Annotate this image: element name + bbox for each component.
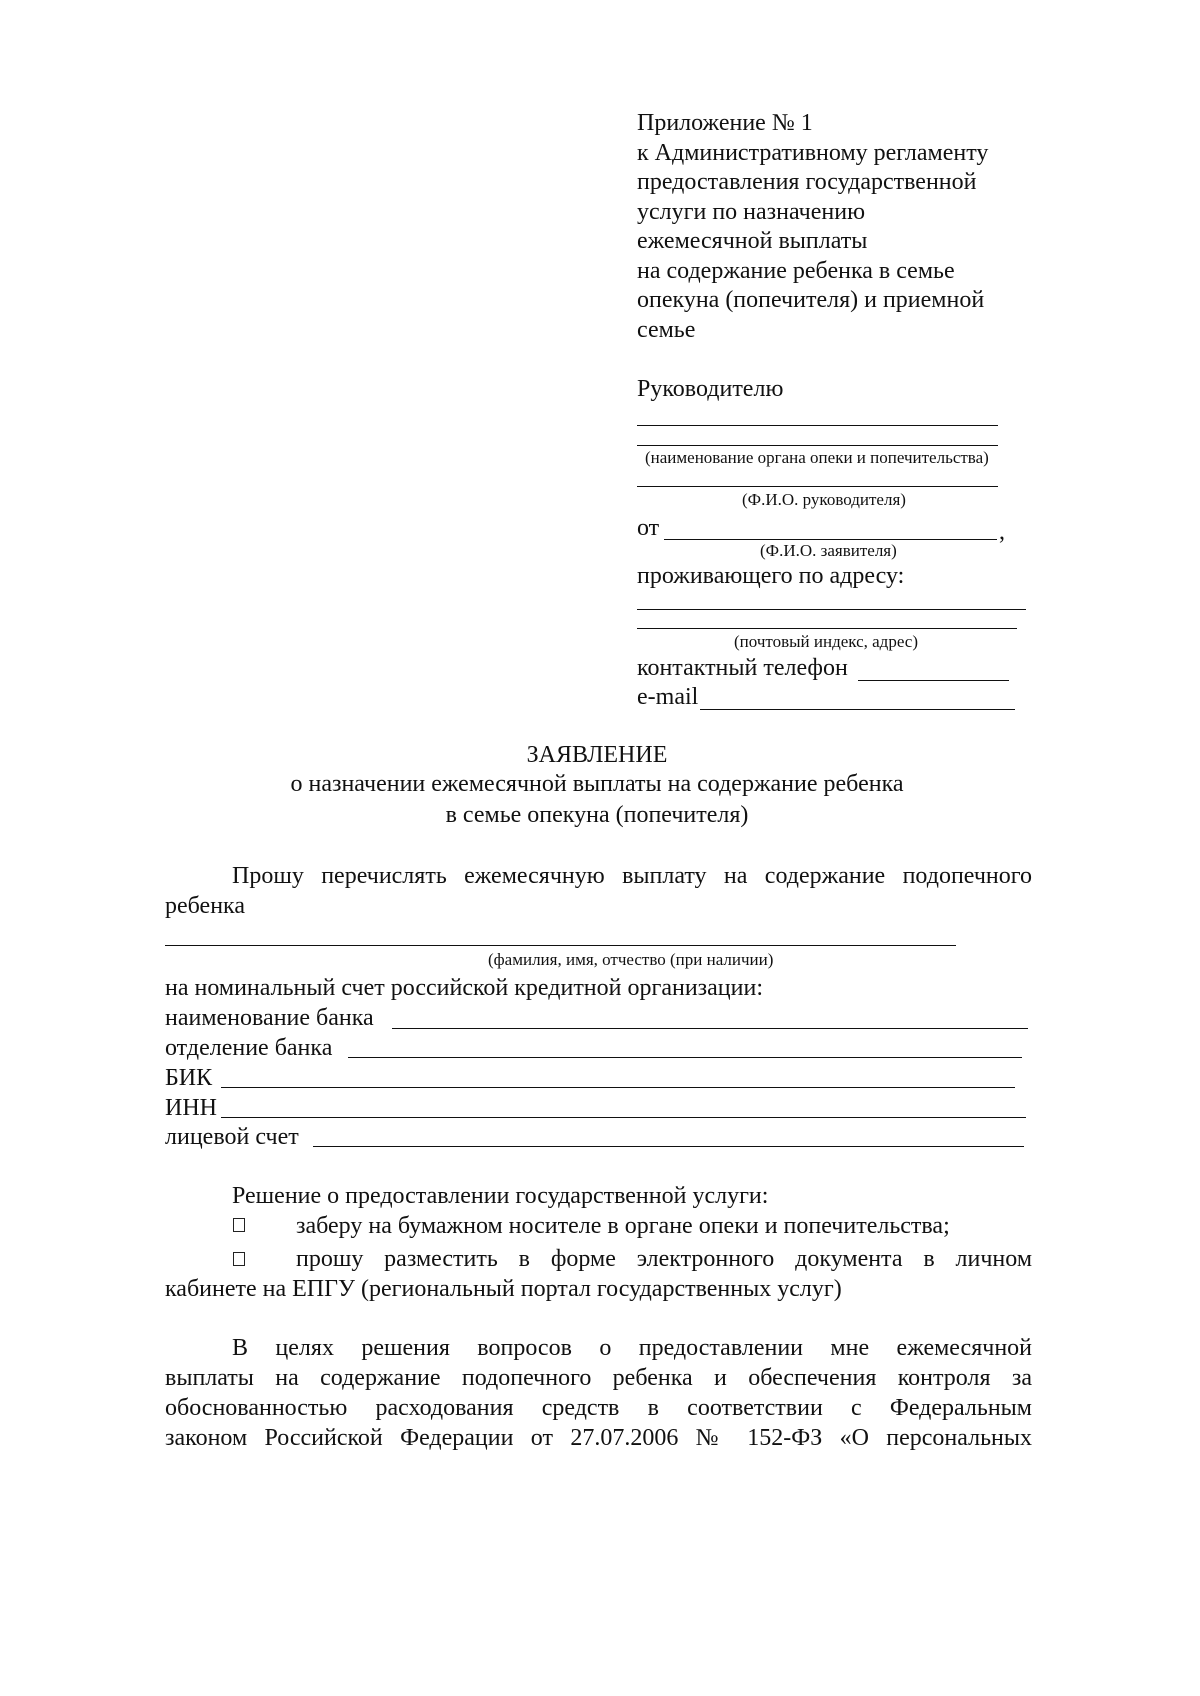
option-electronic-line-2: кабинете на ЕПГУ (региональный портал государственных услуг) xyxy=(165,1276,842,1302)
child-name-field[interactable] xyxy=(165,945,956,946)
applicant-name-hint: (Ф.И.О. заявителя) xyxy=(760,541,897,560)
consent-line-4: законом Российской Федерации от 27.07.2006 № 152-ФЗ «О персональных xyxy=(165,1425,1032,1451)
checkbox-electronic[interactable] xyxy=(233,1252,245,1266)
document-subtitle-1 xyxy=(0,768,1200,800)
addressee-to-label: Руководителю xyxy=(637,376,784,402)
residing-label: проживающего по адресу: xyxy=(637,563,905,589)
appendix-line: к Административному регламенту xyxy=(637,140,989,166)
from-label: от xyxy=(637,515,660,541)
inn-field[interactable] xyxy=(221,1117,1026,1118)
organ-field-line-2[interactable] xyxy=(637,445,998,446)
decision-heading: Решение о предоставлении государственной услуги: xyxy=(232,1183,769,1209)
bik-field[interactable] xyxy=(221,1087,1015,1088)
child-name-hint: (фамилия, имя, отчество (при наличии) xyxy=(488,950,774,969)
bank-branch-field[interactable] xyxy=(348,1057,1022,1058)
option-electronic-line-1: прошу разместить в форме электронного документа в личном xyxy=(296,1246,1032,1272)
appendix-line: опекуна (попечителя) и приемной xyxy=(637,287,985,313)
option-paper-label: заберу на бумажном носителе в органе опеки и попечительства; xyxy=(296,1213,950,1239)
appendix-line: ежемесячной выплаты xyxy=(637,228,868,254)
document-title-text: ЗАЯВЛЕНИЕ xyxy=(526,742,668,768)
inn-label: ИНН xyxy=(165,1095,217,1121)
document-title xyxy=(0,739,1200,771)
phone-field[interactable] xyxy=(858,680,1009,681)
bank-name-label: наименование банка xyxy=(165,1005,374,1031)
account-label: лицевой счет xyxy=(165,1124,299,1150)
bank-name-field[interactable] xyxy=(392,1028,1028,1029)
appendix-line: услуги по назначению xyxy=(637,199,866,225)
organ-field-line-1[interactable] xyxy=(637,425,998,426)
bank-branch-label: отделение банка xyxy=(165,1035,333,1061)
appendix-line: предоставления государственной xyxy=(637,169,977,195)
consent-line-2: выплаты на содержание подопечного ребенка и обеспечения контроля за xyxy=(165,1365,1032,1391)
consent-line-1: В целях решения вопросов о предоставлении мне ежемесячной xyxy=(232,1335,1032,1361)
email-label: e-mail xyxy=(637,684,699,710)
subtitle-2-text: в семье опекуна (попечителя) xyxy=(445,802,749,828)
account-field[interactable] xyxy=(313,1146,1024,1147)
head-name-hint: (Ф.И.О. руководителя) xyxy=(742,490,906,509)
subtitle-1-text: о назначении ежемесячной выплаты на содержание ребенка xyxy=(290,771,904,797)
checkbox-paper[interactable] xyxy=(233,1218,245,1232)
request-line-2: ребенка xyxy=(165,893,245,919)
appendix-line: семье xyxy=(637,317,696,343)
document-subtitle-2 xyxy=(0,799,1200,831)
account-intro: на номинальный счет российской кредитной организации: xyxy=(165,975,764,1001)
request-line-1: Прошу перечислять ежемесячную выплату на содержание подопечного xyxy=(232,863,1032,889)
email-field[interactable] xyxy=(700,709,1015,710)
bik-label: БИК xyxy=(165,1065,213,1091)
address-hint: (почтовый индекс, адрес) xyxy=(734,632,919,651)
phone-label: контактный телефон xyxy=(637,655,848,681)
consent-line-3: обоснованностью расходования средств в соответствии с Федеральным xyxy=(165,1395,1032,1421)
organ-hint: (наименование органа опеки и попечительства) xyxy=(645,448,989,467)
address-field-line-2[interactable] xyxy=(637,628,1017,629)
appendix-line: на содержание ребенка в семье xyxy=(637,258,955,284)
from-comma: , xyxy=(999,519,1005,545)
appendix-line: Приложение № 1 xyxy=(637,110,813,136)
head-name-field[interactable] xyxy=(637,486,998,487)
address-field-line-1[interactable] xyxy=(637,609,1026,610)
